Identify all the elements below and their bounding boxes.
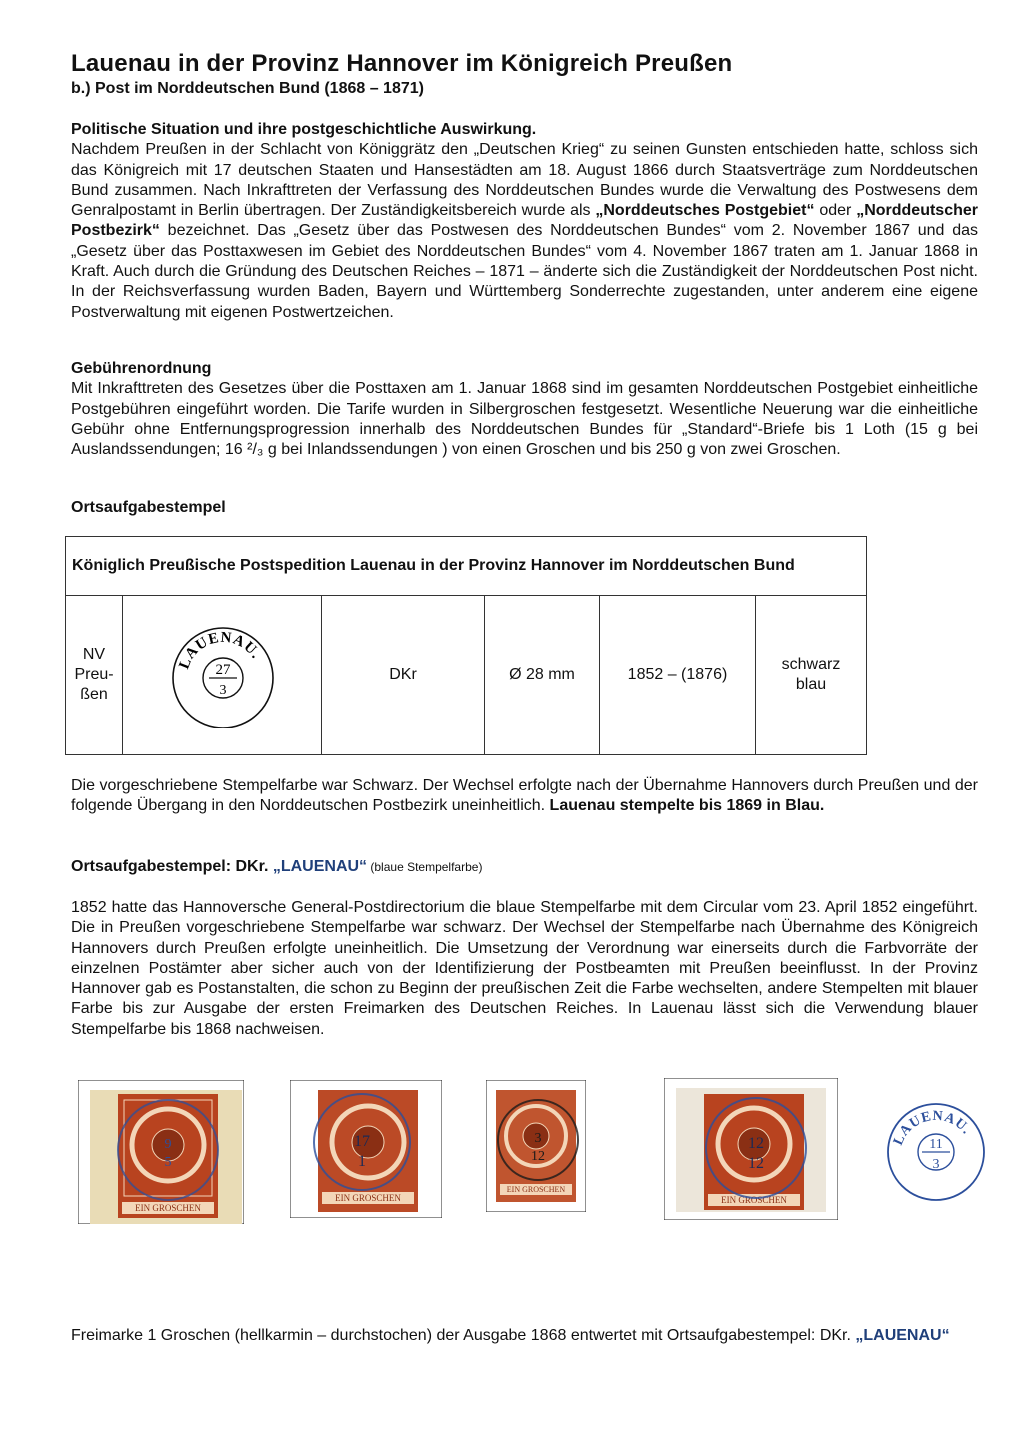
stamp-4-pm-month: 12 (748, 1155, 764, 1172)
postmark-table-image-cell (123, 596, 322, 755)
section-lauenau-heading-b: „LAUENAU“ (272, 858, 368, 875)
section-fees-heading: Gebührenordnung (71, 360, 212, 377)
stamps-caption-text: Freimarke 1 Groschen (hellkarmin – durchstochen) der Ausgabe 1868 entwertet mit Ortsaufgabestempel: DKr. (71, 1327, 856, 1344)
section-lauenau-heading-a: Ortsaufgabestempel: DKr. (71, 858, 273, 875)
postmark-table-month: 3 (219, 682, 227, 698)
section-political-bold-a: „Norddeutsches Postgebiet“ (595, 202, 815, 220)
note-stamp-color-bold: Lauenau stempelte bis 1869 in Blau. (549, 797, 825, 814)
section-political-text-b: oder (814, 202, 857, 220)
postmark-sample-table (167, 618, 277, 728)
stamp-1-pm-day: 9 (164, 1137, 172, 1152)
postmark-sample-name: LAUENAU. (890, 1108, 975, 1148)
section-political (71, 120, 978, 323)
section-political-text-c: bezeichnet. Das „Gesetz über das Postwesen des Norddeutschen Bundes“ vom 2. November 1867 und das „Gesetz über das Posttaxwesen im Gebiet des Norddeutschen Bundes“ vom 4. November 1867 traten am 1. Januar 1868 in Kraft. Auch durch die Gründung des Deutschen Reiches – 1871 – änderte sich die Zuständigkeit der Norddeutschen Post nicht. In der Reichsverfassung wurden Baden, Bayern und Württemberg Sonderrechte zugestanden, unter anderem eine eigene Postverwaltung mit eigenen Postwertzeichen. (71, 222, 978, 321)
stamp-1-pm-month: 5 (164, 1155, 172, 1170)
stamps-caption (71, 1326, 978, 1346)
postmark-table-period: 1852 – (1876) (600, 596, 756, 755)
postmark-table-name: LAUENAU. (176, 629, 265, 671)
section-postmark-heading: Ortsaufgabestempel (71, 499, 226, 516)
stamp-image-2 (290, 1080, 442, 1223)
postmark-sample-blue (884, 1100, 990, 1209)
stamp-1-value-text: EIN GROSCHEN (135, 1203, 201, 1213)
page-title: Lauenau in der Provinz Hannover im Königreich Preußen (71, 50, 733, 77)
postmark-table-diameter: Ø 28 mm (485, 596, 600, 755)
postmark-sample-day: 11 (929, 1137, 943, 1152)
stamp-4-pm-day: 12 (748, 1135, 764, 1152)
stamp-2-pm-month: 1 (358, 1153, 366, 1170)
stamp-3-pm-day: 3 (534, 1131, 542, 1146)
postmark-table-type: DKr (322, 596, 485, 755)
stamp-2-value-text: EIN GROSCHEN (335, 1193, 401, 1203)
stamp-4-value-text: EIN GROSCHEN (721, 1195, 787, 1205)
note-stamp-color-text: Die vorgeschriebene Stempelfarbe war Schwarz. Der Wechsel erfolgte nach der Übernahme Hannovers durch Preußen und der folgende Übergang in den Norddeutschen Postbezirk uneinheitlich. (71, 777, 978, 814)
section-lauenau-text: 1852 hatte das Hannoversche General-Postdirectorium die blaue Stempelfarbe mit dem Circular vom 23. April 1852 eingeführt. Die in Preußen vorgeschriebene Stempelfarbe war schwarz. Der Wechsel der Stempelfarbe nach Übernahme des Königreich Hannovers durch Preußen erfolgte uneinheitlich. Die Umsetzung der Verordnung war einerseits durch die Farbvorräte der einzelnen Postämter aber sicher auch von der Identifizierung der Postbeamten mit Preußen beeinflusst. In der Provinz Hannover gab es Postanstalten, die schon zu Beginn der preußischen Zeit die Farbe wechselten, andere Stempelten mit blauer Farbe bis zur Ausgabe der ersten Freimarken des Deutschen Reiches. In Lauenau lässt sich die Verwendung blauer Stempelfarbe bis 1868 nachweisen. (71, 899, 978, 1038)
postmark-table-region-text: NV Preu- ßen (74, 646, 114, 703)
page-subtitle: b.) Post im Norddeutschen Bund (1868 – 1871) (71, 80, 424, 97)
section-political-bold-b: „Norddeutscher Postbezirk“ (71, 202, 978, 240)
postmark-table-color-text: schwarz blau (781, 656, 841, 693)
section-lauenau-heading (71, 858, 482, 876)
section-political-text-a: Nachdem Preußen in der Schlacht von Königgrätz den „Deutschen Krieg“ zu seinen Gunsten entschieden hatte, schloss sich das Königreich mit 17 deutschen Staaten und Hansestädten am 18. August 1866 durch Staatsverträge zum Norddeutschen Bund zusammen. Nach Inkrafttreten der Verfassung des Norddeutschen Bundes wurde die Verwaltung des Postwesens dem Genralpostamt in Berlin übertragen. Der Zuständigkeitsbereich wurde als (71, 141, 978, 220)
note-stamp-color (71, 776, 978, 816)
stamp-2-pm-day: 17 (354, 1133, 370, 1150)
section-fees-text: Mit Inkrafttreten des Gesetzes über die Posttaxen am 1. Januar 1868 sind im gesamten Norddeutschen Postgebiet einheitliche Postgebühren eingeführt worden. Die Tarife wurden in Silbergroschen festgesetzt. Wesentliche Neuerung war die einheitliche Gebühr ohne Entfernungsprogression innerhalb des Norddeutschen Bundes für „Standard“-Briefe bis 1 Loth (15 g bei Auslandssendungen; 16 ²/₃ g bei Inlandssendungen ) von einen Groschen und bis 250 g von zwei Groschen. (71, 380, 978, 459)
postmark-sample-month: 3 (932, 1157, 940, 1172)
postmark-table (65, 536, 867, 755)
stamp-image-4 (664, 1078, 838, 1225)
postmark-table-region (66, 596, 123, 755)
section-fees (71, 359, 978, 460)
section-lauenau-heading-small: (blaue Stempelfarbe) (367, 860, 483, 874)
postmark-table-color (756, 596, 867, 755)
stamp-3-pm-month: 12 (531, 1149, 545, 1164)
stamp-image-1 (78, 1080, 244, 1229)
stamps-caption-bold: „LAUENAU“ (855, 1327, 950, 1344)
postmark-table-day: 27 (215, 661, 231, 678)
stamp-3-value-text: EIN GROSCHEN (506, 1185, 566, 1194)
postmark-table-header: Königlich Preußische Postspedition Lauenau in der Provinz Hannover im Norddeutschen Bund (66, 537, 867, 596)
section-political-heading: Politische Situation und ihre postgeschichtliche Auswirkung. (71, 121, 537, 138)
stamp-image-3 (486, 1080, 586, 1217)
